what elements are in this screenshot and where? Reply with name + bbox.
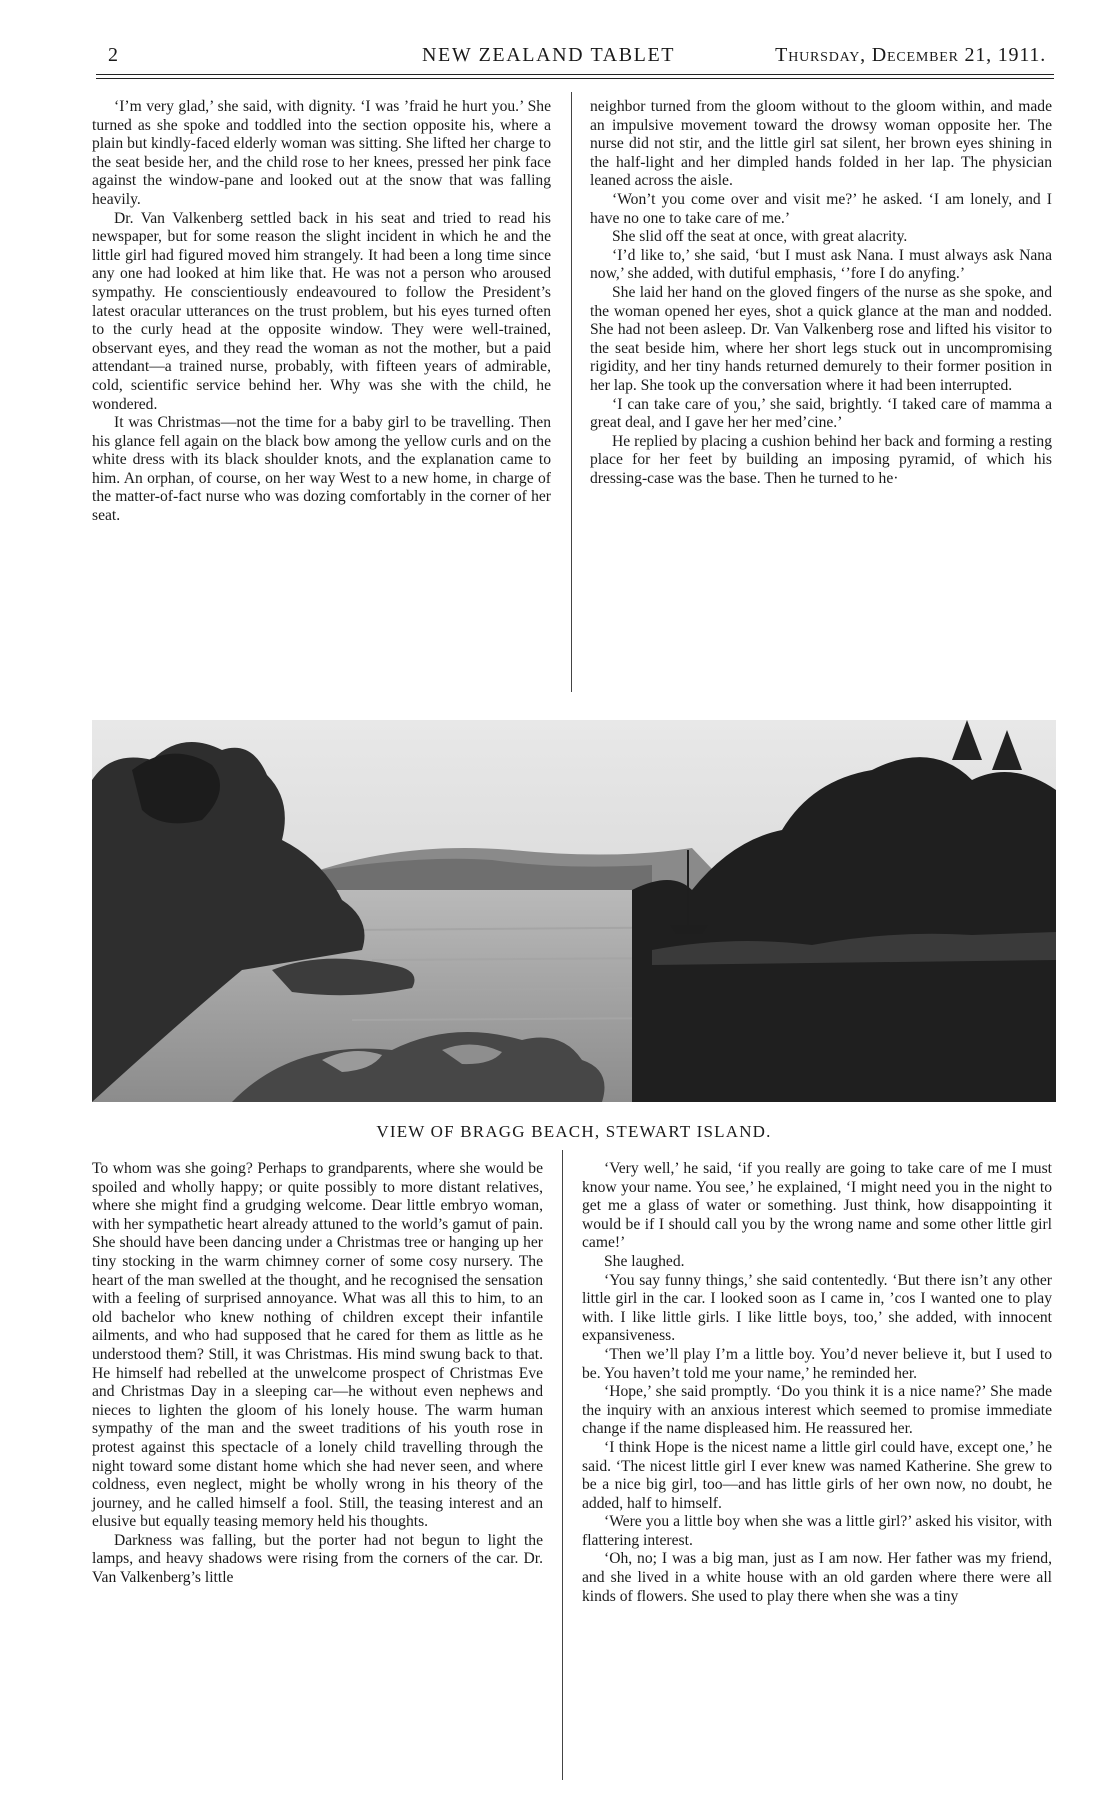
paragraph: ‘Hope,’ she said promptly. ‘Do you think it is a nice name?’ She made the inquiry with an anxious interest which seemed to promise immediate change if the name displeased him. He reassured her. (582, 1383, 1052, 1438)
paragraph: She laid her hand on the gloved fingers of the nurse as she spoke, and the woman opened her eyes, shot a quick glance at the man and nodded. She had not been asleep. Dr. Van Valkenberg rose and lifted his visitor to the seat beside him, where her short legs stuck out in uncompromising rigidity, and her tiny hands returned demurely to their former position in her lap. She took up the conversation where it had been interrupted. (590, 283, 1052, 394)
paragraph: ‘I’d like to,’ she said, ‘but I must ask Nana. I must always ask Nana now,’ she added, with dutiful emphasis, ‘’fore I do anyfing.’ (590, 246, 1052, 283)
bragg-beach-photograph (92, 720, 1056, 1102)
paragraph: He replied by placing a cushion behind her back and forming a resting place for her feet by building an imposing pyramid, of which his dressing-case was the base. Then he turned to he· (590, 432, 1052, 487)
paragraph: She laughed. (604, 1252, 685, 1270)
paragraph: ‘Won’t you come over and visit me?’ he asked. ‘I am lonely, and I have no one to take care of me.’ (590, 190, 1052, 227)
column-divider (571, 92, 572, 692)
header-rule (96, 74, 1054, 75)
photo-caption: VIEW OF BRAGG BEACH, STEWART ISLAND. (376, 1122, 772, 1141)
issue-date: Thursday, December 21, 1911. (775, 44, 1046, 66)
paragraph: ‘I’m very glad,’ she said, with dignity. ‘I was ’fraid he hurt you.’ She turned as she spoke and toddled into the section opposite his, where a plain but kindly-faced elderly woman was sitting. She lifted her charge to the seat beside her, and the child rose to her knees, pressed her pink face against the window-pane and looked out at the snow that was falling heavily. (92, 98, 551, 208)
paragraph: ‘I think Hope is the nicest name a little girl could have, except one,’ he said. ‘The nicest little girl I ever knew was named Katherine. She grew to be a nice big girl, too—and has little girls of her own now, no doubt, he added, half to himself. (582, 1438, 1052, 1512)
paragraph: ‘Very well,’ he said, ‘if you really are going to take care of me I must know your name. You see,’ he explained, ‘I might need you in the night to get me a glass of water or something. Just think, how disappointing it would be if I should call you by the wrong name and some other little girl came!’ (582, 1160, 1052, 1252)
paragraph: She slid off the seat at once, with great alacrity. (612, 228, 908, 246)
running-header (92, 42, 1052, 72)
top-left-column (92, 98, 551, 673)
top-right-column (590, 98, 1052, 698)
paragraph: Dr. Van Valkenberg settled back in his seat and tried to read his newspaper, but for some reason the slight incident in which he and the little girl had figured moved him strangely. It had been a long time since any one had looked at him like that. He was not a person who aroused sympathy. He conscientiously endeavoured to follow the President’s latest oracular utterances on the trust problem, but his eyes turned often to the curly head at the opposite window. They were well-trained, observant eyes, and they read the woman as not the mother, but a paid attendant—a trained nurse, probably, with fifteen years of admirable, cold, scientific service behind her. Why was she with the child, he wondered. (92, 209, 551, 413)
paragraph: ‘Oh, no; I was a big man, just as I am now. Her father was my friend, and she lived in a white house with an old garden where there were all kinds of flowers. She used to play there when she was a tiny (582, 1550, 1052, 1605)
paragraph: It was Christmas—not the time for a baby girl to be travelling. Then his glance fell again on the black bow among the yellow curls and on the white dress with its black shoulder knots, and the explanation came to him. An orphan, of course, on her way West to a new home, in charge of the matter-of-fact nurse who was dozing comfortably in the corner of her seat. (92, 414, 551, 525)
paragraph: To whom was she going? Perhaps to grandparents, where she would be spoiled and wholly happy; or quite possibly to more distant relatives, where she might find a grudging welcome. Dear little embryo woman, with her sympathetic heart already attuned to the world’s gamut of pain. She should have been dancing under a Christmas tree or hanging up her tiny stocking in the warm chimney corner of some cosy nursery. The heart of the man swelled at the thought, and he recognised the sensation with a feeling of surprised annoyance. What was all this to him, to an old bachelor who knew nothing of children except their infantile ailments, and who had supposed that he cared for them as little as he understood them? Still, it was Christmas. His mind swung back to that. He himself had rebelled at the unwelcome prospect of Christmas Eve and Christmas Day in a sleeping car—he without even nephews and nieces to lighten the gloom of his lonely house. The warm human sympathy of the man and the sweet traditions of his youth rose in protest against this spectacle of a lonely child travelling through the night toward some distant home which she had never seen, and where coldness, even neglect, might be wholly wrong in his theory of the journey, and he called himself a fool. Still, the teasing interest and an elusive but equally teasing memory held his thoughts. (92, 1160, 543, 1531)
paragraph: Darkness was falling, but the porter had not begun to light the lamps, and heavy shadows were rising from the corners of the car. Dr. Van Valkenberg’s little (92, 1531, 543, 1587)
paragraph: ‘You say funny things,’ she said contentedly. ‘But there isn’t any other little girl in the car. I looked soon as I came in, ’cos I wanted one to play with. I like little girls. I like little boys, too,’ she added, with innocent expansiveness. (582, 1271, 1052, 1345)
bottom-left-column (92, 1160, 543, 1770)
page-number: 2 (108, 44, 119, 66)
paragraph: ‘I can take care of you,’ she said, brightly. ‘I taked care of mamma a great deal, and I gave her her med’cine.’ (590, 395, 1052, 432)
bottom-right-column (582, 1160, 1052, 1780)
paragraph: ‘Then we’ll play I’m a little boy. You’d never believe it, but I used to be. You haven’t told me your name,’ he reminded her. (582, 1345, 1052, 1382)
column-divider (562, 1150, 563, 1780)
header-rule-thin (96, 78, 1054, 79)
paragraph: ‘Were you a little boy when she was a little girl?’ asked his visitor, with flattering interest. (582, 1513, 1052, 1549)
publication-title: NEW ZEALAND TABLET (422, 44, 676, 66)
paragraph: neighbor turned from the gloom without to the gloom within, and made an impulsive movement toward the drowsy woman opposite her. The nurse did not stir, and the little girl sat silent, her brown eyes shining in the half-light and her dimpled hands folded in her lap. The physician leaned across the aisle. (590, 98, 1052, 190)
